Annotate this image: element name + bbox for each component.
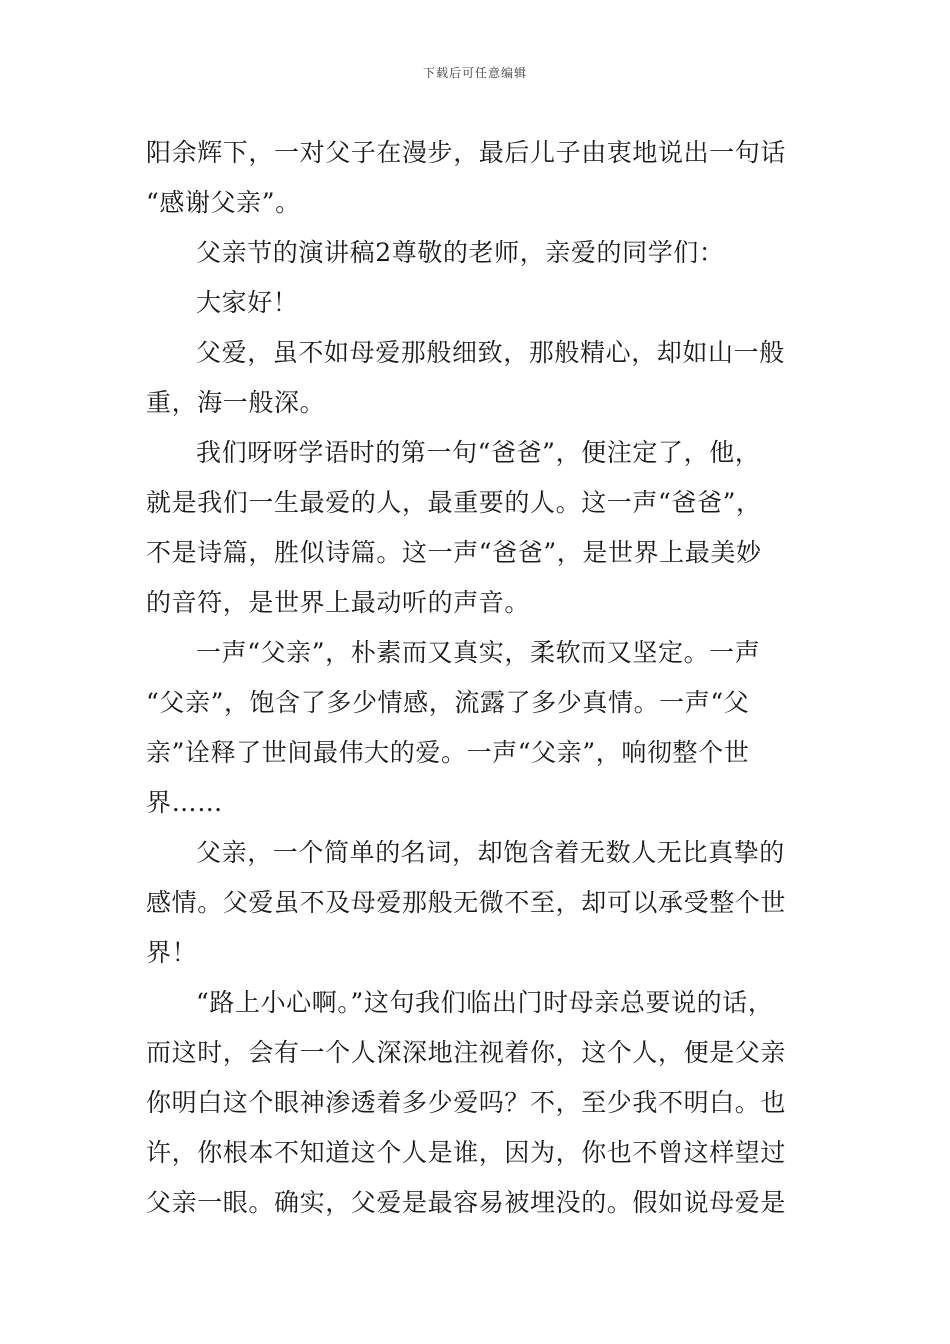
- text-line: 父亲节的演讲稿2尊敬的老师，亲爱的同学们：: [196, 238, 725, 267]
- text-line: 我们呀呀学语时的第一句“爸爸”，便注定了，他，: [196, 438, 761, 467]
- text-line: 的音符，是世界上最动听的声音。: [146, 588, 531, 617]
- text-line: 你明白这个眼神渗透着多少爱吗？不，至少我不明白。也: [146, 1088, 787, 1117]
- text-line: 不是诗篇，胜似诗篇。这一声“爸爸”，是世界上最美妙: [146, 538, 762, 567]
- text-line: 界！: [146, 938, 198, 967]
- text-line: 感情。父爱虽不及母爱那般无微不至，却可以承受整个世: [146, 888, 787, 917]
- page-header: 下载后可任意编辑: [422, 66, 527, 80]
- text-line: 界……: [146, 788, 223, 817]
- text-line: 就是我们一生最爱的人，最重要的人。这一声“爸爸”，: [146, 488, 762, 517]
- document-body: [146, 128, 810, 1228]
- text-line: 父亲一眼。确实，父爱是最容易被埋没的。假如说母爱是: [146, 1188, 787, 1217]
- text-line: 父爱，虽不如母爱那般细致，那般精心，却如山一般: [196, 338, 785, 367]
- text-line: “路上小心啊。”这句我们临出门时母亲总要说的话，: [196, 988, 774, 1017]
- text-line: 大家好！: [196, 288, 299, 317]
- text-line: 而这时，会有一个人深深地注视着你，这个人，便是父亲: [146, 1038, 787, 1067]
- text-line: 一声“父亲”，朴素而又真实，柔软而又坚定。一声: [196, 638, 761, 667]
- text-line: 阳余辉下，一对父子在漫步，最后儿子由衷地说出一句话: [146, 138, 787, 167]
- text-line: “感谢父亲”。: [146, 188, 301, 217]
- text-line: 重，海一般深。: [146, 388, 326, 417]
- text-line: 父亲，一个简单的名词，却饱含着无数人无比真挚的: [196, 838, 785, 867]
- text-line: “父亲”，饱含了多少情感，流露了多少真情。一声“父: [146, 688, 750, 717]
- text-line: 许，你根本不知道这个人是谁，因为，你也不曾这样望过: [146, 1138, 787, 1167]
- text-line: 亲”诠释了世间最伟大的爱。一声“父亲”，响彻整个世: [146, 738, 750, 767]
